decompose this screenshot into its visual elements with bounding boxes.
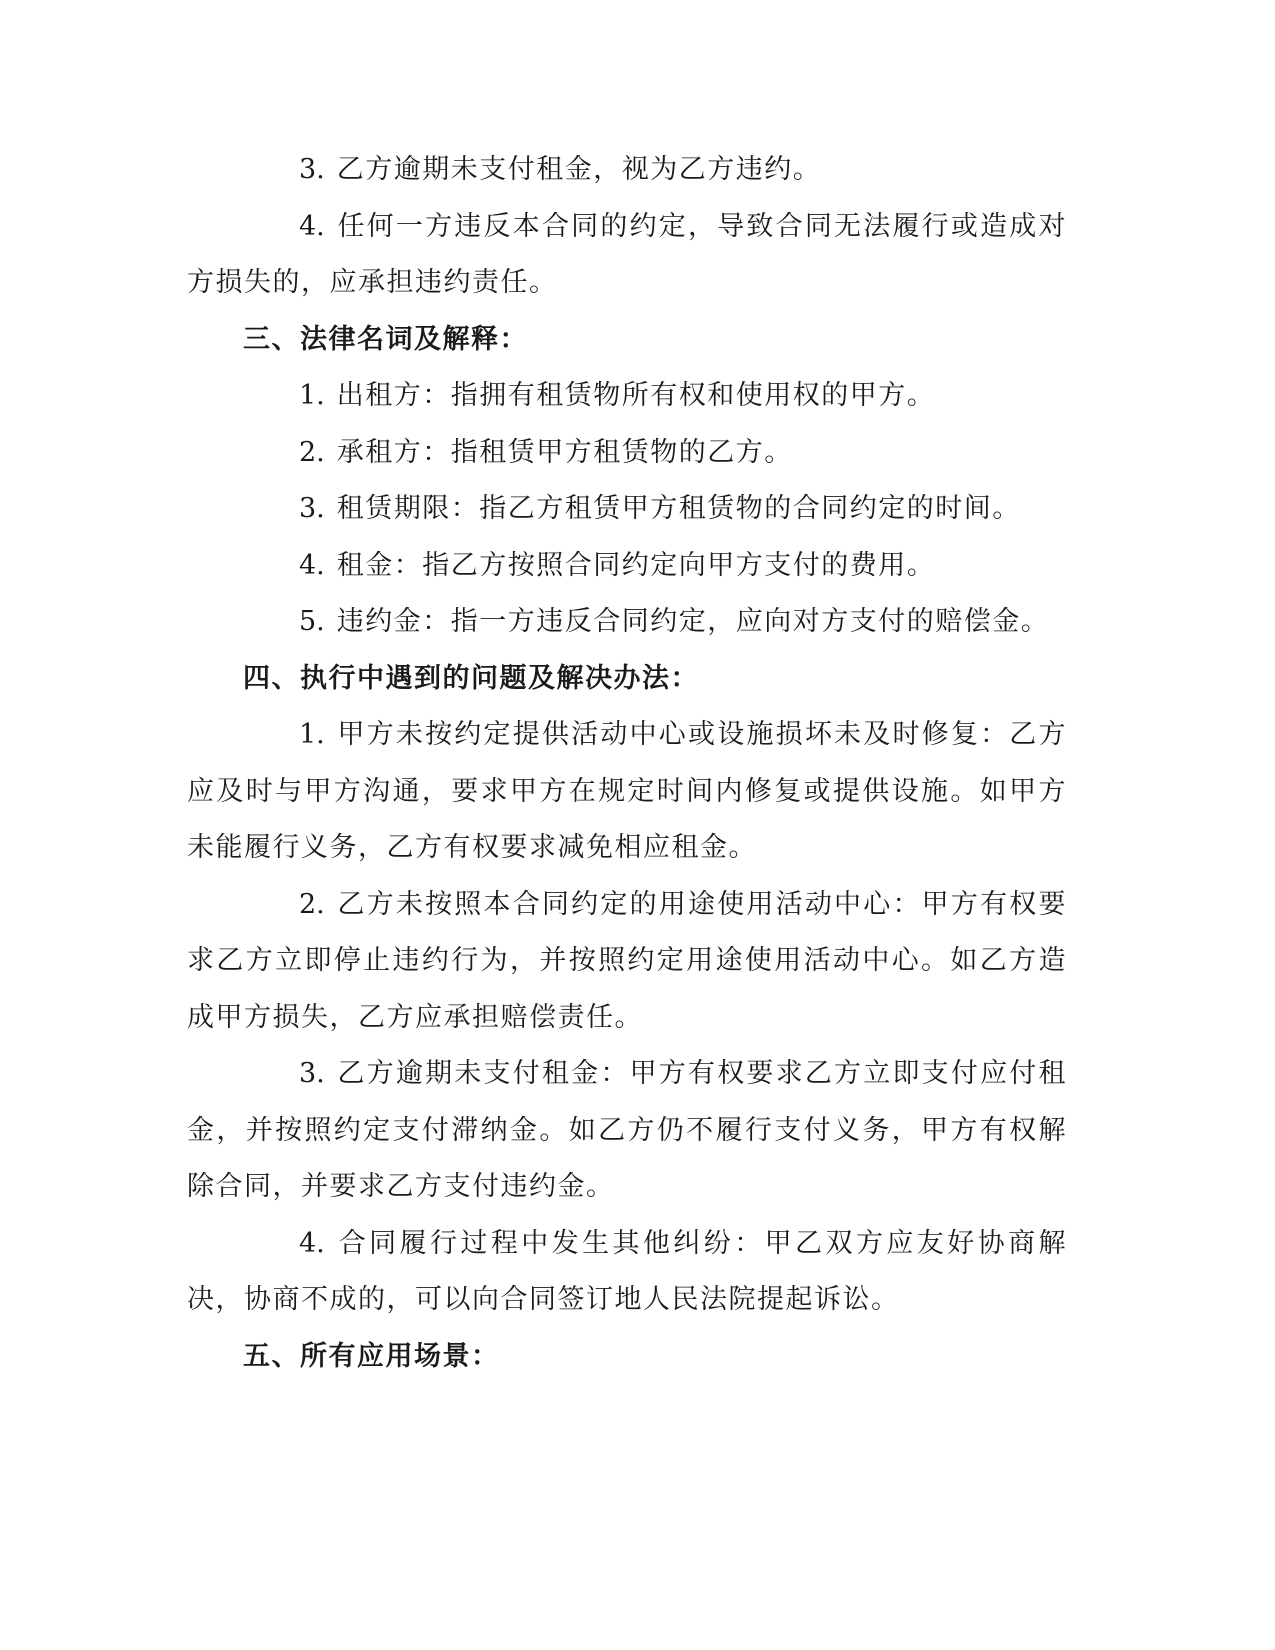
item-text: 违约金：指一方违反合同约定，应向对方支付的赔偿金。: [336, 606, 1050, 637]
item-text: 承租方：指租赁甲方租赁物的乙方。: [336, 436, 793, 468]
item-number: 1.: [299, 380, 325, 411]
paragraph-item: [187, 142, 1067, 199]
definition-item: [187, 594, 1067, 651]
definition-item: [187, 481, 1067, 538]
problem-item: [187, 707, 1067, 877]
problem-item: [187, 877, 1067, 1047]
definition-item: [187, 425, 1067, 482]
item-text: 租金：指乙方按照合同约定向甲方支付的费用。: [336, 549, 936, 581]
section-heading: 四、执行中遇到的问题及解决办法：: [243, 662, 699, 694]
document-body: [187, 142, 1067, 1385]
definition-item: [187, 368, 1067, 425]
item-text: 租赁期限：指乙方租赁甲方租赁物的合同约定的时间。: [336, 493, 1021, 524]
item-number: 1.: [299, 719, 325, 750]
item-text: 乙方未按照本合同约定的用途使用活动中心：甲方有权要求乙方立即停止违约行为，并按照约定用途使用活动中心。如乙方造成甲方损失，乙方应承担赔偿责任。: [187, 888, 1067, 1033]
item-text: 合同履行过程中发生其他纠纷：甲乙双方应友好协商解决，协商不成的，可以向合同签订地人民法院提起诉讼。: [187, 1227, 1067, 1315]
item-number: 3.: [299, 493, 325, 524]
item-number: 4.: [299, 549, 325, 581]
problem-item: [187, 1046, 1067, 1216]
item-text: 乙方逾期未支付租金：甲方有权要求乙方立即支付应付租金，并按照约定支付滞纳金。如乙方仍不履行支付义务，甲方有权解除合同，并要求乙方支付违约金。: [187, 1058, 1067, 1202]
problem-item: [187, 1216, 1067, 1329]
item-text: 乙方逾期未支付租金，视为乙方违约。: [336, 154, 822, 185]
section-heading: 三、法律名词及解释：: [243, 323, 528, 355]
item-text: 任何一方违反本合同的约定，导致合同无法履行或造成对方损失的，应承担违约责任。: [187, 210, 1067, 298]
item-number: 3.: [299, 1058, 325, 1089]
item-number: 3.: [299, 154, 325, 185]
section-heading: 五、所有应用场景：: [243, 1340, 500, 1372]
definition-item: [187, 538, 1067, 595]
item-text: 出租方：指拥有租赁物所有权和使用权的甲方。: [336, 380, 936, 411]
item-number: 2.: [299, 888, 325, 920]
item-number: 4.: [299, 210, 325, 242]
item-number: 4.: [299, 1227, 325, 1259]
item-number: 5.: [299, 606, 325, 637]
item-number: 2.: [299, 436, 325, 468]
item-text: 甲方未按约定提供活动中心或设施损坏未及时修复：乙方应及时与甲方沟通，要求甲方在规定时间内修复或提供设施。如甲方未能履行义务，乙方有权要求减免相应租金。: [187, 719, 1067, 863]
paragraph-item: [187, 199, 1067, 312]
